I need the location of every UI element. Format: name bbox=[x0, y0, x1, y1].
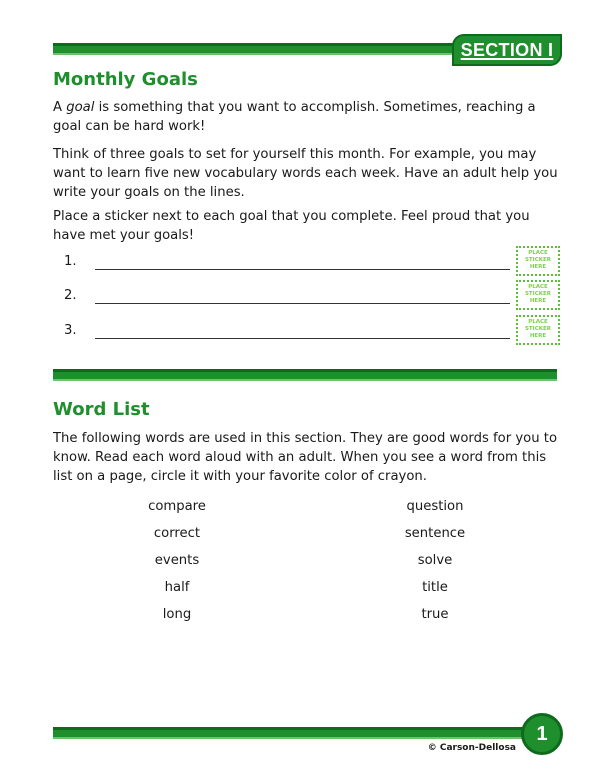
goal-writing-line[interactable] bbox=[95, 269, 510, 270]
goal-writing-line[interactable] bbox=[95, 303, 510, 304]
sticker-placeholder bbox=[516, 246, 560, 276]
sticker-placeholder bbox=[516, 280, 560, 310]
sticker-text: PLACE bbox=[528, 250, 548, 256]
word-item: true bbox=[421, 607, 449, 622]
copyright-text: © Carson-Dellosa bbox=[427, 743, 516, 753]
top-divider-bar bbox=[53, 43, 453, 55]
word-item: title bbox=[422, 580, 448, 595]
sticker-placeholder bbox=[516, 315, 560, 345]
sticker-text: STICKER bbox=[524, 326, 552, 332]
word-item: events bbox=[154, 553, 200, 568]
sticker-text: HERE bbox=[529, 298, 547, 304]
middle-divider-bar bbox=[53, 369, 557, 381]
goal-number: 2. bbox=[64, 288, 77, 303]
goal-row-2 bbox=[64, 284, 560, 318]
sticker-text: STICKER bbox=[524, 291, 552, 297]
page-number-badge: 1 bbox=[521, 713, 563, 755]
section-tab: SECTION I bbox=[452, 34, 562, 66]
sticker-text: PLACE bbox=[528, 284, 548, 290]
goal-term: goal bbox=[66, 100, 95, 115]
goal-writing-line[interactable] bbox=[95, 338, 510, 339]
goal-row-3 bbox=[64, 319, 560, 353]
word-item: long bbox=[162, 607, 192, 622]
monthly-goals-title: Monthly Goals bbox=[53, 69, 198, 90]
bottom-divider-bar bbox=[53, 727, 523, 739]
word-item: half bbox=[164, 580, 190, 595]
word-item: question bbox=[406, 499, 464, 514]
sticker-text: HERE bbox=[529, 333, 547, 339]
goal-number: 1. bbox=[64, 254, 77, 269]
goals-instructions-paragraph: Think of three goals to set for yourself this month. For example, you may want to learn five new vocabulary words each week. Have an adult help you write your goals on the lines. bbox=[53, 147, 558, 200]
word-list-instructions: The following words are used in this section. They are good words for you to know. Read each word aloud with an adult. When you see a word from this list on a page, circle it with your favorite color of crayon. bbox=[53, 431, 558, 484]
goal-row-1 bbox=[64, 250, 560, 284]
sticker-text: STICKER bbox=[524, 257, 552, 263]
word-column-right bbox=[355, 498, 515, 633]
goal-definition-paragraph bbox=[53, 98, 563, 136]
word-column-left bbox=[97, 498, 257, 633]
word-item: correct bbox=[153, 526, 201, 541]
goal-number: 3. bbox=[64, 323, 77, 338]
intro-pre: A bbox=[53, 100, 67, 115]
intro-post: is something that you want to accomplish. Sometimes, reaching a goal can be hard work! bbox=[53, 100, 536, 134]
word-item: solve bbox=[417, 553, 453, 568]
word-item: compare bbox=[148, 499, 206, 514]
word-list-title: Word List bbox=[53, 399, 150, 420]
word-item: sentence bbox=[404, 526, 466, 541]
sticker-text: HERE bbox=[529, 264, 547, 270]
sticker-instructions-paragraph: Place a sticker next to each goal that you complete. Feel proud that you have met your goals! bbox=[53, 209, 530, 243]
sticker-text: PLACE bbox=[528, 319, 548, 325]
